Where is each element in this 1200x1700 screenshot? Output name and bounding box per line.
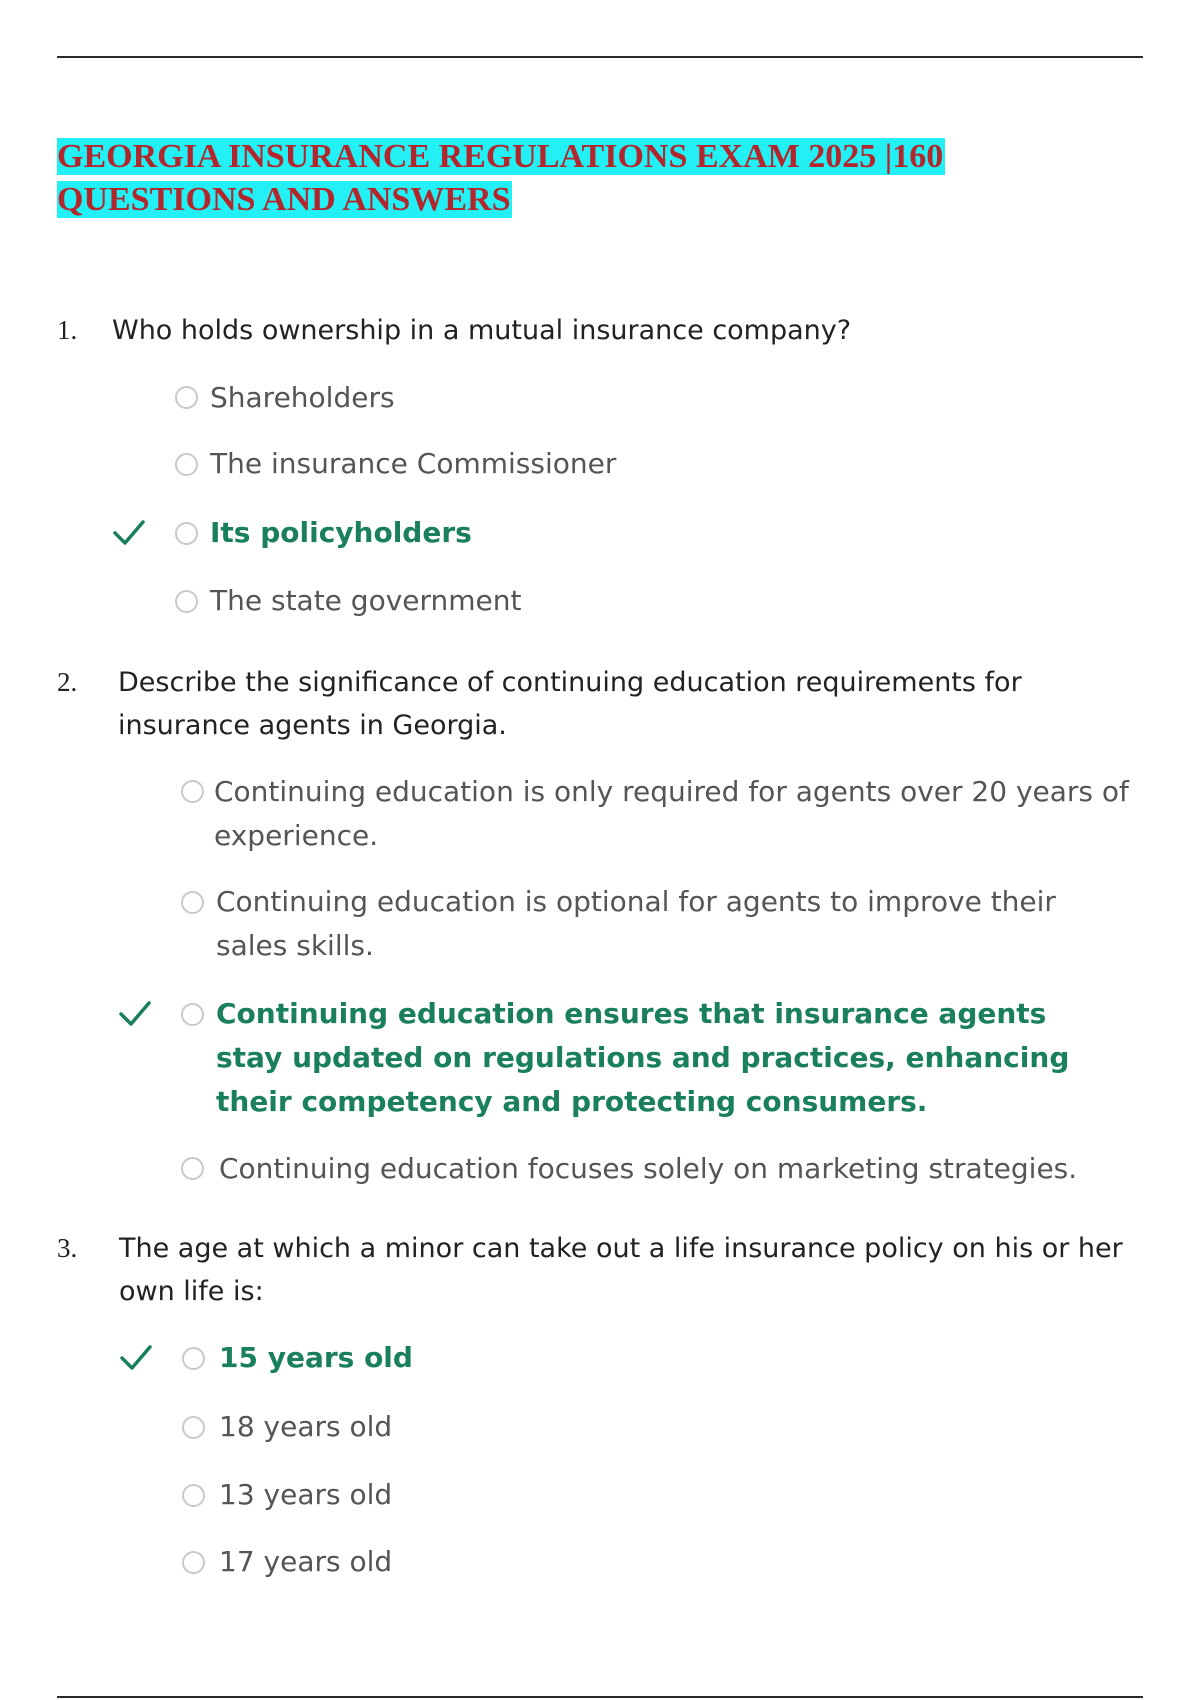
option-label: Its policyholders <box>210 516 472 549</box>
title-highlight: GEORGIA INSURANCE REGULATIONS EXAM 2025 |160 QUESTIONS AND ANSWERS <box>57 138 944 218</box>
checkmark-icon <box>119 1000 151 1028</box>
radio-circle-icon[interactable] <box>182 1347 205 1370</box>
radio-circle-icon[interactable] <box>175 590 198 613</box>
option-label: Continuing education focuses solely on marketing strategies. <box>219 1152 1078 1185</box>
option-label: 15 years old <box>219 1341 413 1374</box>
option-label: 17 years old <box>219 1545 393 1578</box>
question-text: Describe the significance of continuing education requirements for insurance agents in Georgia. <box>118 667 1022 741</box>
radio-circle-icon[interactable] <box>175 522 198 545</box>
radio-circle-icon[interactable] <box>181 1157 204 1180</box>
bottom-divider <box>57 1696 1143 1698</box>
option-label: Continuing education is optional for agents to improve their sales skills. <box>216 885 1056 962</box>
option-label: Shareholders <box>210 381 395 414</box>
question-text: The age at which a minor can take out a life insurance policy on his or her own life is: <box>119 1233 1123 1307</box>
radio-circle-icon[interactable] <box>181 780 204 803</box>
option-label: Continuing education is only required for agents over 20 years of experience. <box>214 775 1129 852</box>
radio-circle-icon[interactable] <box>175 386 198 409</box>
question-number: 1. <box>57 315 78 345</box>
option-label: The insurance Commissioner <box>210 447 617 480</box>
radio-circle-icon[interactable] <box>175 453 198 476</box>
question-text: Who holds ownership in a mutual insurance company? <box>112 315 852 346</box>
question-number: 3. <box>57 1233 78 1263</box>
radio-circle-icon[interactable] <box>182 1484 205 1507</box>
radio-circle-icon[interactable] <box>181 1003 204 1026</box>
radio-circle-icon[interactable] <box>181 891 204 914</box>
checkmark-icon <box>113 519 145 547</box>
option-label: 13 years old <box>219 1478 393 1511</box>
radio-circle-icon[interactable] <box>182 1551 205 1574</box>
option-label: Continuing education ensures that insurance agents stay updated on regulations and practices, enhancing their competency and protecting consumers. <box>216 997 1070 1118</box>
option-label: The state government <box>210 584 522 617</box>
option-label: 18 years old <box>219 1410 393 1443</box>
question-number: 2. <box>57 667 78 697</box>
document-title <box>57 135 1117 221</box>
checkmark-icon <box>120 1344 152 1372</box>
radio-circle-icon[interactable] <box>182 1416 205 1439</box>
top-divider <box>57 56 1143 58</box>
